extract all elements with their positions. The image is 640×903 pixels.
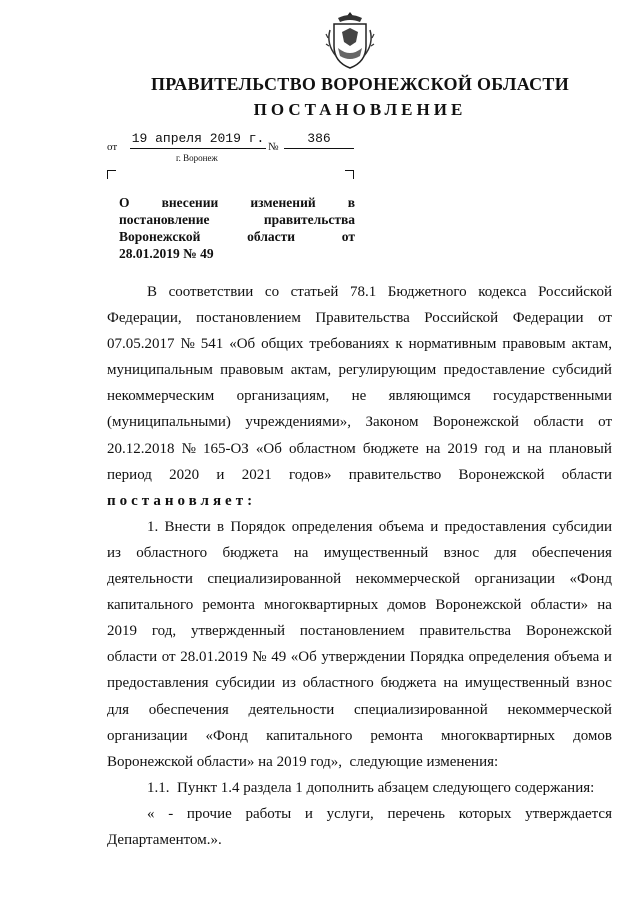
body-word: Внести <box>164 518 211 535</box>
body-word: и <box>603 649 612 666</box>
body-word: для <box>494 544 517 561</box>
body-word: 2019 <box>107 623 137 640</box>
body-word: взнос <box>443 544 480 561</box>
body-word: № <box>180 336 195 353</box>
body-word: и <box>216 466 225 483</box>
body-line <box>107 592 612 618</box>
body-word: 2021 <box>241 466 272 483</box>
body-line <box>107 279 612 305</box>
body-line <box>107 827 612 853</box>
body-word: от <box>598 310 612 327</box>
body-word: услуги, <box>326 805 374 822</box>
body-word: ремонта <box>202 597 255 614</box>
number-label: № <box>268 141 279 153</box>
subject-word: Воронежской <box>119 229 201 244</box>
body-line <box>107 540 612 566</box>
body-line <box>107 409 612 435</box>
body-word: Воронежской <box>525 623 612 640</box>
body-word: муниципальным <box>107 362 213 379</box>
subject-line <box>119 228 355 245</box>
body-word: объема <box>378 518 425 535</box>
body-word: актам, <box>571 336 612 353</box>
body-word: организации <box>474 571 556 588</box>
body-word: которых <box>458 805 512 822</box>
body-word: государственными <box>492 388 612 405</box>
body-word: 541 <box>200 336 224 353</box>
body-word: имущественный <box>464 675 570 692</box>
body-word: Воронежской области» на 2019 год», следующие изменения: <box>107 753 499 770</box>
body-word: год <box>484 440 506 457</box>
body-word: правительства <box>419 623 512 640</box>
body-word: на <box>597 597 612 614</box>
body-word: многоквартирных <box>440 727 556 744</box>
body-word: на <box>425 440 441 457</box>
body-word: имущественный <box>323 544 429 561</box>
document-body <box>107 279 612 853</box>
body-word: со <box>264 284 280 300</box>
body-word: области <box>533 414 584 431</box>
body-word: специализированной <box>354 701 488 718</box>
body-word: предоставление <box>443 362 545 379</box>
body-word: утверждении <box>321 649 406 666</box>
body-line <box>107 644 612 670</box>
body-word: обеспечения <box>148 701 229 718</box>
body-word: соответствии <box>168 284 254 300</box>
body-word: Федерации, <box>107 310 182 327</box>
document-number: 386 <box>284 131 354 149</box>
body-word: Российской <box>538 284 612 300</box>
body-line <box>107 749 612 775</box>
body-word: домов <box>387 597 427 614</box>
subject-word: изменений <box>250 195 316 210</box>
city: г. Воронеж <box>176 153 218 163</box>
left-corner-mark <box>107 170 116 179</box>
body-word: и <box>512 440 521 457</box>
subject-word: правительства <box>263 212 355 227</box>
government-title: ПРАВИТЕЛЬСТВО ВОРОНЕЖСКОЙ ОБЛАСТИ <box>150 74 570 94</box>
body-word: «Об <box>229 336 256 353</box>
date-prefix: от <box>107 141 118 153</box>
body-word: предоставления <box>107 675 209 692</box>
body-word: «Об <box>255 440 282 457</box>
document-subject <box>119 194 355 262</box>
body-word: 20.12.2018 <box>107 440 175 457</box>
body-word: области <box>561 466 612 483</box>
body-word: ремонта <box>370 727 423 744</box>
body-word: Российской <box>424 310 499 327</box>
body-word: бюджета <box>380 675 437 692</box>
body-word: капитального <box>107 597 194 614</box>
body-word: 165-ОЗ <box>202 440 249 457</box>
body-word: № <box>181 440 196 457</box>
body-word: субсидии <box>552 518 612 535</box>
subject-word: от <box>341 229 355 244</box>
body-word: областного <box>136 544 208 561</box>
body-line <box>107 618 612 644</box>
body-word: Федерации <box>512 310 584 327</box>
body-word: на <box>293 544 309 561</box>
body-word: Воронежской <box>432 414 519 431</box>
body-word: организациям, <box>236 388 330 405</box>
body-word: взнос <box>576 675 612 692</box>
subject-word: О <box>119 195 130 210</box>
body-word: деятельности <box>248 701 335 718</box>
body-word: (муниципальными) <box>107 414 231 431</box>
subject-word: области <box>247 229 296 244</box>
body-word: для <box>107 701 130 718</box>
body-word: регулирующим <box>338 362 437 379</box>
body-word: области» <box>530 597 589 614</box>
body-line <box>107 462 612 488</box>
body-word: на <box>443 675 459 692</box>
body-word: и <box>304 805 313 822</box>
body-word: предоставления <box>444 518 547 535</box>
body-word: Порядок <box>230 518 286 535</box>
body-word: капитального <box>266 727 353 744</box>
body-word: «Фонд <box>569 571 612 588</box>
body-word: обеспечения <box>531 544 612 561</box>
body-word: утверждается <box>525 805 612 822</box>
body-word: В <box>147 284 158 300</box>
body-word: правительство <box>348 466 442 483</box>
body-word: бюджета <box>222 544 279 561</box>
body-word: субсидий <box>552 362 612 379</box>
body-line <box>107 723 612 749</box>
body-word: постановлением <box>196 310 301 327</box>
body-line <box>107 383 612 409</box>
body-word: нормативным <box>408 336 497 353</box>
body-word: общих <box>261 336 304 353</box>
body-word: период <box>107 466 152 483</box>
body-word: годов» <box>288 466 332 483</box>
body-word: некоммерческим <box>107 388 215 405</box>
body-word: 2020 <box>169 466 200 483</box>
body-word: Законом <box>365 414 419 431</box>
subject-line <box>119 245 355 262</box>
body-word: 1.1. Пункт 1.4 раздела 1 дополнить абзацем следующего содержания: <box>147 779 595 796</box>
body-line <box>107 488 612 514</box>
body-line <box>107 514 612 540</box>
body-word: определения <box>291 518 373 535</box>
subject-word: внесении <box>161 195 219 210</box>
body-word: - <box>168 805 174 822</box>
body-word: и <box>430 518 439 535</box>
body-word: прочие <box>186 805 232 822</box>
body-word: Департаментом.». <box>107 831 222 848</box>
body-word: « <box>147 805 155 822</box>
body-word: «Об <box>290 649 317 666</box>
body-line <box>107 670 612 696</box>
subject-line <box>119 194 355 211</box>
body-word: на <box>527 440 542 457</box>
body-line <box>107 331 612 357</box>
body-line <box>107 697 612 723</box>
subject-line <box>119 211 355 228</box>
body-line <box>107 801 612 827</box>
body-word: Порядка <box>409 649 464 666</box>
right-corner-mark <box>345 170 354 179</box>
body-word: 49 <box>271 649 287 666</box>
body-word: субсидии <box>215 675 276 692</box>
body-word: 78.1 <box>349 284 377 300</box>
body-word: постановлением <box>299 623 405 640</box>
subject-word: в <box>347 195 355 210</box>
body-word: перечень <box>387 805 445 822</box>
body-word: областном <box>288 440 356 457</box>
body-line <box>107 566 612 592</box>
body-word: деятельности <box>107 571 193 588</box>
body-line <box>107 775 612 801</box>
body-word: определения <box>468 649 550 666</box>
body-word: требованиях <box>309 336 390 353</box>
body-word: Воронежской <box>435 597 522 614</box>
body-word: «Фонд <box>205 727 249 744</box>
body-word: являющимся <box>388 388 471 405</box>
body-word: организации <box>107 727 188 744</box>
body-word: домов <box>573 727 612 744</box>
subject-word: постановление <box>119 212 210 227</box>
body-word: утвержденный <box>190 623 286 640</box>
body-word: 2019 <box>447 440 478 457</box>
coat-of-arms-icon <box>324 10 376 72</box>
body-word: от <box>598 414 612 431</box>
body-word: специализированной <box>207 571 342 588</box>
body-word: № <box>252 649 267 666</box>
body-word: области <box>107 649 158 666</box>
body-word: некоммерческой <box>507 701 612 718</box>
document-type: ПОСТАНОВЛЕНИЕ <box>253 100 467 119</box>
body-word: к <box>395 336 403 353</box>
body-line <box>107 305 612 331</box>
body-word: некоммерческой <box>355 571 461 588</box>
body-word: из <box>281 675 296 692</box>
body-word: Правительства <box>315 310 410 327</box>
body-word: Воронежской <box>458 466 545 483</box>
body-word: 07.05.2017 <box>107 336 175 353</box>
body-word: объема <box>554 649 600 666</box>
body-word: актам, <box>290 362 332 379</box>
body-word: 1. <box>147 518 159 535</box>
body-word: статьей <box>290 284 339 300</box>
subject-word: 28.01.2019 № 49 <box>119 246 214 261</box>
body-word: бюджете <box>362 440 419 457</box>
body-word: год, <box>151 623 177 640</box>
body-word: учреждениями», <box>245 414 351 431</box>
document-date: 19 апреля 2019 г. <box>130 131 266 149</box>
body-word: многоквартирных <box>264 597 379 614</box>
body-line <box>107 357 612 383</box>
body-word: плановый <box>548 440 612 457</box>
body-word: от <box>161 649 176 666</box>
body-word: кодекса <box>478 284 527 300</box>
body-word: постановляет: <box>107 492 257 509</box>
body-word: работы <box>245 805 292 822</box>
body-word: не <box>351 388 367 405</box>
body-word: областного <box>302 675 374 692</box>
body-word: правовым <box>502 336 566 353</box>
body-word: из <box>107 544 121 561</box>
body-word: 28.01.2019 <box>180 649 248 666</box>
body-word: в <box>217 518 225 535</box>
body-word: правовым <box>220 362 284 379</box>
body-line <box>107 436 612 462</box>
body-word: Бюджетного <box>387 284 467 300</box>
